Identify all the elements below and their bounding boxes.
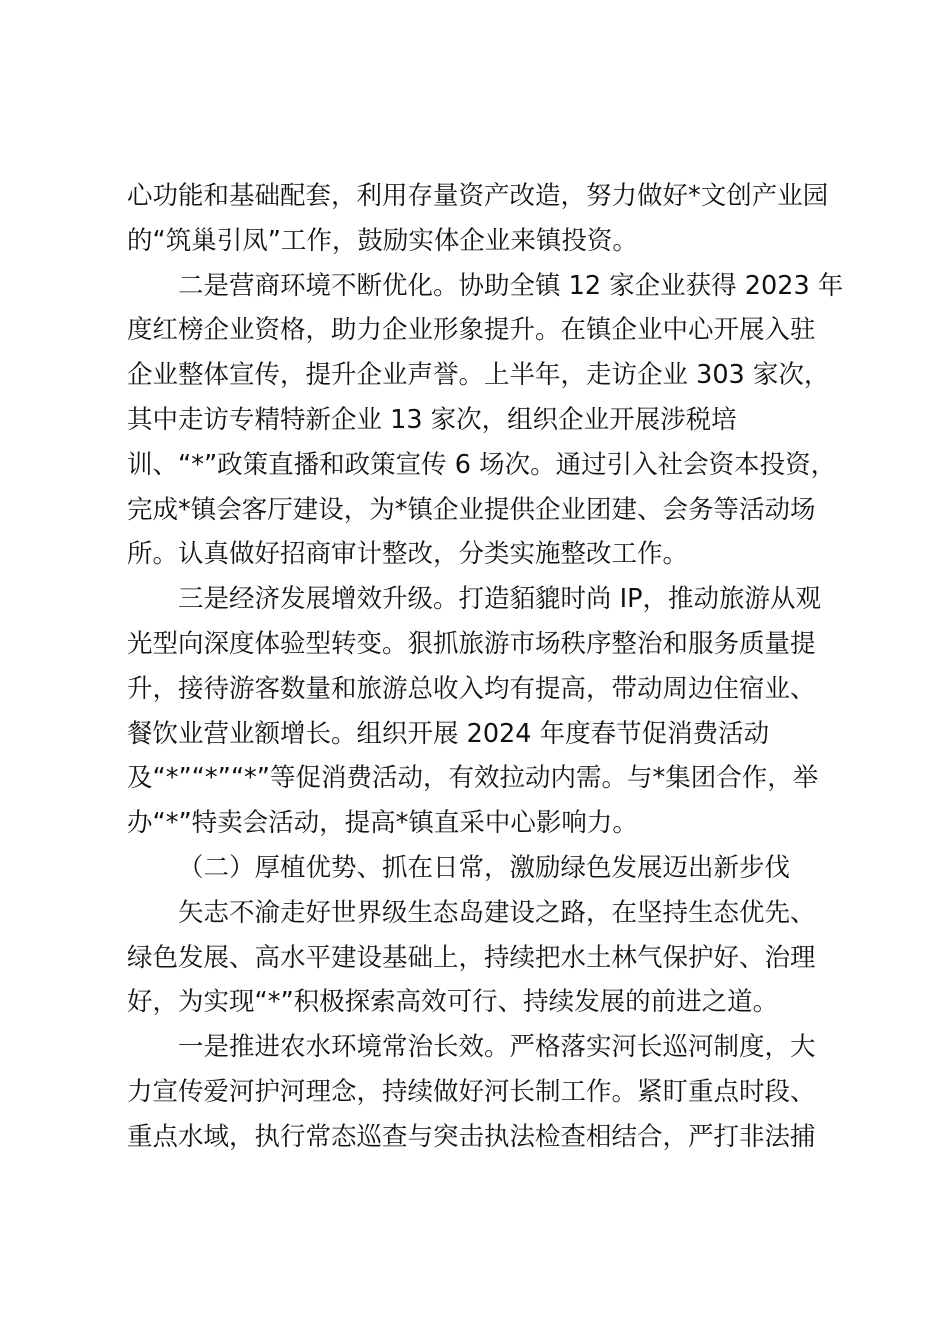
document-body <box>127 174 844 1160</box>
text-line: 所。认真做好招商审计整改，分类实施整改工作。 <box>127 539 689 570</box>
text-line: 餐饮业营业额增长。组织开展 2024 年度春节促消费活动 <box>127 718 770 749</box>
text-line: 企业整体宣传，提升企业声誉。上半年，走访企业 303 家次， <box>127 360 830 391</box>
text-line: 的“筑巢引凤”工作，鼓励实体企业来镇投资。 <box>127 225 638 256</box>
text-line: 其中走访专精特新企业 13 家次，组织企业开展涉税培 <box>127 404 737 435</box>
text-line: 升，接待游客数量和旅游总收入均有提高，带动周边住宿业、 <box>127 673 816 704</box>
text-line: 心功能和基础配套，利用存量资产改造，努力做好*文创产业园 <box>127 181 829 211</box>
text-line: 光型向深度体验型转变。狠抓旅游市场秩序整治和服务质量提 <box>127 628 816 659</box>
paragraph-start-line: 二是营商环境不断优化。协助全镇 12 家企业获得 2023 年 <box>178 270 844 301</box>
text-line: 度红榜企业资格，助力企业形象提升。在镇企业中心开展入驻 <box>127 315 816 346</box>
paragraph-start-line: 一是推进农水环境常治长效。严格落实河长巡河制度，大 <box>178 1032 816 1063</box>
text-line: 绿色发展、高水平建设基础上，持续把水土林气保护好、治理 <box>127 942 816 973</box>
text-line: 好，为实现“*”积极探索高效可行、持续发展的前进之道。 <box>127 987 779 1018</box>
paragraph-start-line: 矢志不渝走好世界级生态岛建设之路，在坚持生态优先、 <box>178 897 816 928</box>
text-line: 训、“*”政策直播和政策宣传 6 场次。通过引入社会资本投资， <box>127 449 837 480</box>
text-line: 办“*”特卖会活动，提高*镇直采中心影响力。 <box>127 808 638 839</box>
text-line: 重点水域，执行常态巡查与突击执法检查相结合，严打非法捕 <box>127 1121 816 1152</box>
text-line: 及“*”“*”“*”等促消费活动，有效拉动内需。与*集团合作，举 <box>127 763 819 794</box>
paragraph-start-line: 三是经济发展增效升级。打造貊貔时尚 IP，推动旅游从观 <box>178 584 822 615</box>
text-line: 完成*镇会客厅建设，为*镇企业提供企业团建、会务等活动场 <box>127 494 816 525</box>
text-line: 力宣传爱河护河理念，持续做好河长制工作。紧盯重点时段、 <box>127 1076 816 1107</box>
section-heading: （二）厚植优势、抓在日常，激励绿色发展迈出新步伐 <box>178 852 791 883</box>
